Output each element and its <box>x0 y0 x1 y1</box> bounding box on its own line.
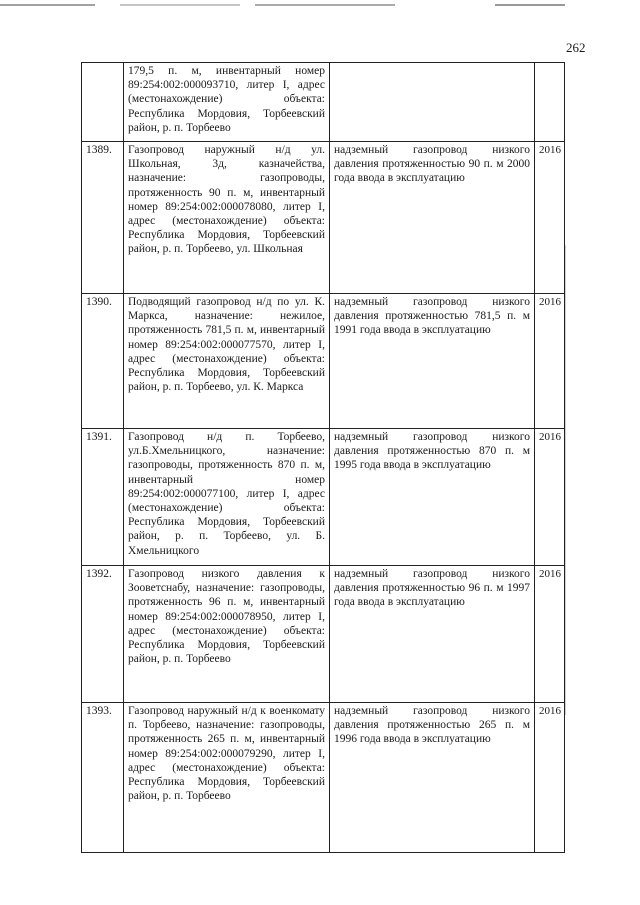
object-name: 179,5 п. м, инвентарный номер 89:254:002:000093710, литер I, адрес (местонахождение) объекта: Республика Мордовия, Торбеевский район, р. п. Торбеево <box>124 63 330 142</box>
scan-margin-line <box>565 245 566 715</box>
property-registry-table <box>81 62 565 853</box>
object-year: 2016 <box>535 294 565 429</box>
object-description: надземный газопровод низкого давления протяженностью 90 п. м 2000 года ввода в эксплуатацию <box>330 142 535 294</box>
row-number: 1390. <box>82 294 124 429</box>
object-year <box>535 63 565 142</box>
object-description: надземный газопровод низкого давления протяженностью 781,5 п. м 1991 года ввода в эксплуатацию <box>330 294 535 429</box>
row-number: 1392. <box>82 566 124 703</box>
object-name: Подводящий газопровод н/д по ул. К. Маркса, назначение: нежилое, протяженность 781,5 п. м, инвентарный номер 89:254:002:000077570, литер I, адрес (местонахождение) объекта: Республика Мордовия, Торбеевский район, р. п. Торбеево, ул. К. Маркса <box>124 294 330 429</box>
table-row <box>82 294 565 429</box>
table-row <box>82 703 565 853</box>
row-number: 1393. <box>82 703 124 853</box>
page-number: 262 <box>566 40 586 55</box>
object-year: 2016 <box>535 429 565 566</box>
table-row <box>82 63 565 142</box>
object-description: надземный газопровод низкого давления протяженностью 265 п. м 1996 года ввода в эксплуатацию <box>330 703 535 853</box>
object-description: надземный газопровод низкого давления протяженностью 96 п. м 1997 года ввода в эксплуатацию <box>330 566 535 703</box>
scan-artifact-top <box>0 4 640 7</box>
object-name: Газопровод н/д п. Торбеево, ул.Б.Хмельницкого, назначение: газопроводы, протяженность 870 п. м, инвентарный номер 89:254:002:000077100, литер I, адрес (местонахождение) объекта: Республика Мордовия, Торбеевский район, р. п. Торбеево, ул. Б. Хмельницкого <box>124 429 330 566</box>
table-row <box>82 566 565 703</box>
row-number: 1389. <box>82 142 124 294</box>
object-name: Газопровод низкого давления к Зооветснабу, назначение: газопроводы, протяженность 96 п. м, инвентарный номер 89:254:002:000078950, литер I, адрес (местонахождение) объекта: Республика Мордовия, Торбеевский район, р. п. Торбеево <box>124 566 330 703</box>
row-number <box>82 63 124 142</box>
object-name: Газопровод наружный н/д к военкомату п. Торбеево, назначение: газопроводы, протяженность 265 п. м, инвентарный номер 89:254:002:000079290, литер I, адрес (местонахождение) объекта: Республика Мордовия, Торбеевский район, р. п. Торбеево <box>124 703 330 853</box>
table-row <box>82 429 565 566</box>
object-description <box>330 63 535 142</box>
object-year: 2016 <box>535 703 565 853</box>
object-name: Газопровод наружный н/д ул. Школьная, 3д, казначейства, назначение: газопроводы, протяженность 90 п. м, инвентарный номер 89:254:002:000078080, литер I, адрес (местонахождение) объекта: Республика Мордовия, Торбеевский район, р. п. Торбеево, ул. Школьная <box>124 142 330 294</box>
object-description: надземный газопровод низкого давления протяженностью 870 п. м 1995 года ввода в эксплуатацию <box>330 429 535 566</box>
row-number: 1391. <box>82 429 124 566</box>
object-year: 2016 <box>535 142 565 294</box>
table-row <box>82 142 565 294</box>
object-year: 2016 <box>535 566 565 703</box>
